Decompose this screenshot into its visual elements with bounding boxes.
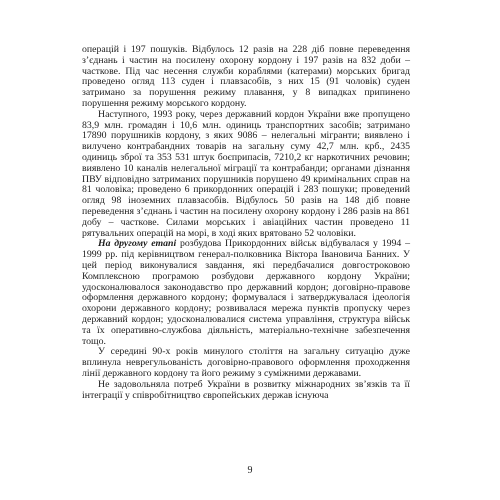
paragraph-3-lead: На другому етапі	[98, 238, 177, 250]
paragraph-4: У середині 90-х років минулого століття на загальну ситуацію дуже вплинула неврегульованість договірно-правового оформлення проходження лінії державного кордону та його режиму з суміжними державами.	[82, 346, 410, 379]
paragraph-3-text: розбудова Прикордонних військ відбувалася у 1994 – 1999 рр. під керівництвом генерал-полковника Віктора Івановича Банних. У цей період виконувалися завдання, які передбачалися довгостроковою Комплексною програмою розбудови державного кордону України; удосконалювалося законодавство про державний кордон; договірно-правове оформлення державного кордону; формувалася і затверджувалася ідеологія охорони державного кордону; розвивалася мережа пунктів пропуску через державний кордон; удосконалювалися система управління, структура військ та їх оперативно-службова діяльність, матеріально-технічне забезпечення тощо.	[82, 238, 410, 347]
paragraph-2: Наступного, 1993 року, через державний кордон України вже пропущено 83,9 млн. громадян і 10,6 млн. одиниць транспортних засобів; затримано 17890 порушників кордону, з яких 9086 – нелегальні мігранти; виявлено і вилучено контрабандних товарів на загальну суму 42,7 млн. крб., 2435 одиниць зброї та 353 531 штук боєприпасів, 7210,2 кг наркотичних речовин; виявлено 10 каналів нелегальної міграції та контрабанди; органами дізнання ПВУ відповідно затриманих порушників порушено 49 кримінальних справ на 81 чоловіка; проведено 6 прикордонних операцій і 283 пошуки; проведений огляд 98 іноземних плавзасобів. Відбулось 50 разів на 148 діб повне переведення з’єднань і частин на посилену охорону кордону і 286 разів на 861 добу – часткове. Силами морських і авіаційних частин проведено 11 рятувальних операцій на морі, в ході яких врятовано 52 чоловіки.	[82, 108, 410, 239]
paragraph-3	[82, 239, 410, 347]
paragraph-1: операцій і 197 пошуків. Відбулось 12 разів на 228 діб повне переведення з’єднань і частин на посилену охорону кордону і 197 разів на 832 доби – часткове. Під час несення служби кораблями (катерами) морських бригад проведено огляд 113 суден і плавзасобів, з них 15 (91 чоловік) суден затримано за порушення режиму плавання, у 8 випадках припинено порушення режиму морського кордону.	[82, 44, 410, 109]
paragraph-5: Не задовольняла потреб України в розвитку міжнародних зв’язків та її інтеграції у співробітництво європейських держав існуюча	[82, 378, 410, 401]
page-number: 9	[247, 465, 253, 476]
